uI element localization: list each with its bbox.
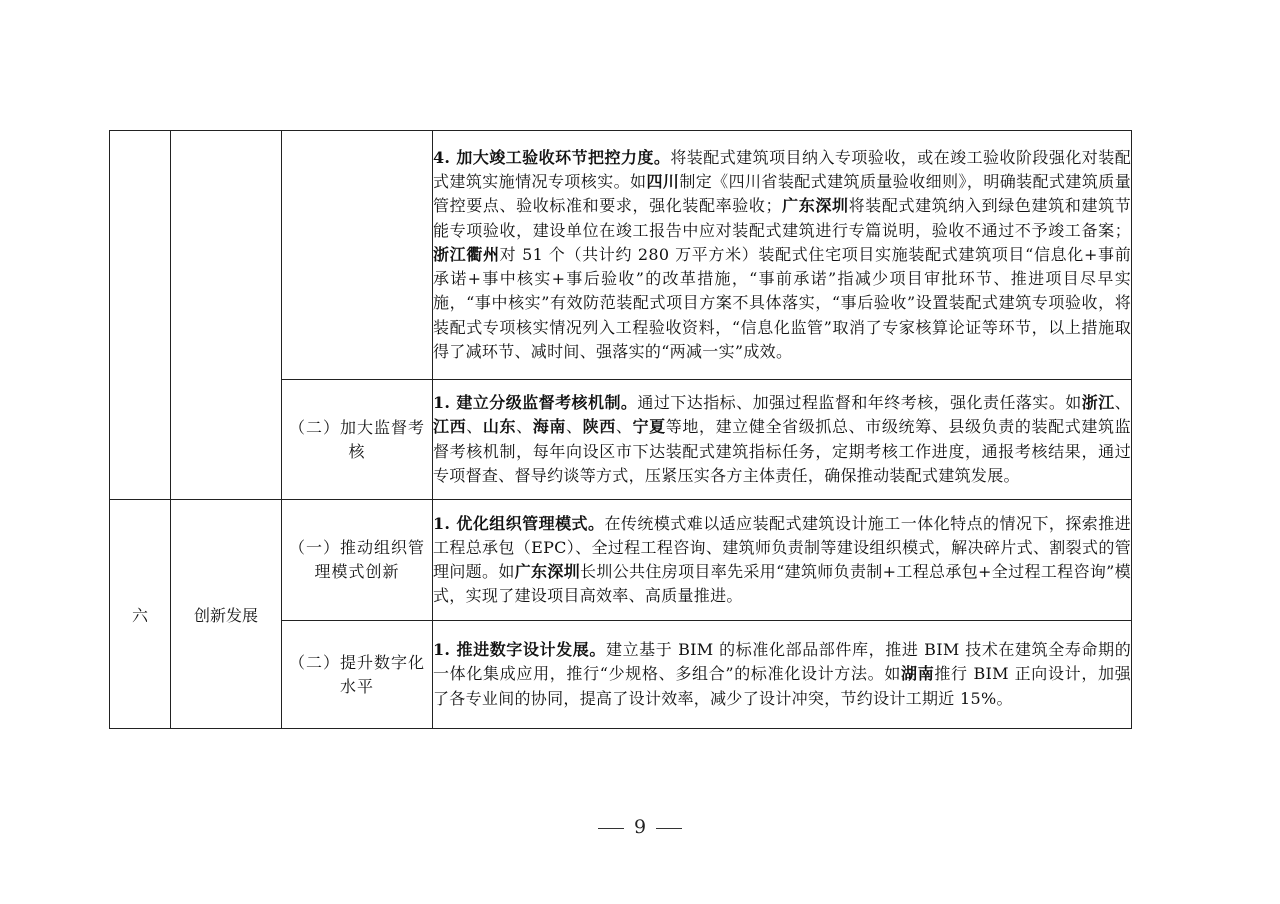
highlight-place-name: 陕西 [582,417,616,437]
body-text: 对 51 个（共计约 280 万平方米）装配式住宅项目实施装配式建筑项目“信息化+事前承诺+事中核实+事后验收”的改革措施，“事前承诺”指减少项目审批环节、推进项目尽早实施，“事中核实”有效防范装配式项目方案不具体落实，“事后验收”设置装配式建筑专项验收，将装配式专项核实情况列入工程验收资料，“信息化监管”取消了专家核算论证等环节，以上措施取得了减环节、减时间、强落实的“两减一实”成效。 [433,244,1131,361]
body-text: 、 [466,417,483,437]
table-row [110,131,1132,380]
page-number-dash-left [598,828,624,829]
body-text: 、 [566,417,583,437]
item-title: 1. 建立分级监督考核机制。 [433,393,638,413]
category-cell: 创新发展 [171,500,282,729]
content-cell [433,131,1132,380]
page-number-text: 9 [633,816,647,838]
body-text: 建立基于 BIM 的标准化部品部件库，推进 BIM 技术在建筑全寿命期的一体化集成应用，推行“少规格、多组合”的标准化设计方法。如 [433,640,1131,684]
item-title: 4. 加大竣工验收环节把控力度。 [433,148,671,168]
highlight-place-name: 广东深圳 [514,562,581,581]
subcategory-cell [282,131,433,380]
content-cell [433,380,1132,500]
row-number-cell: 六 [110,500,171,729]
page-number [0,816,1280,838]
body-text: 将装配式建筑项目纳入专项验收，或在竣工验收阶段强化对装配式建筑实施情况专项核实。如 [433,148,1132,192]
highlight-place-name: 海南 [532,417,566,437]
body-text: 通过下达指标、加强过程监督和年终考核，强化责任落实。如 [637,393,1082,413]
body-text: 、 [1114,393,1131,413]
page-number-dash-right [656,828,682,829]
body-text: 等地，建立健全省级抓总、市级统筹、县级负责的装配式建筑监督考核机制，每年向设区市下达装配式建筑指标任务，定期考核工作进度，通报考核结果，通过专项督查、督导约谈等方式，压紧压实各方主体责任，确保推动装配式建筑发展。 [433,417,1131,485]
highlight-place-name: 广东深圳 [781,196,849,216]
body-text: 长圳公共住房项目率先采用“建筑师负责制+工程总承包+全过程工程咨询”模式，实现了建设项目高效率、高质量推进。 [433,562,1131,606]
subcategory-cell: （一）推动组织管理模式创新 [282,500,433,621]
highlight-place-name: 湖南 [901,664,935,684]
highlight-place-name: 四川 [646,172,680,192]
item-body [433,148,1131,361]
policy-table [109,130,1132,729]
body-text: 将装配式建筑纳入到绿色建筑和建筑节能专项验收，建设单位在竣工报告中应对装配式建筑进行专篇说明，验收不通过不予竣工备案； [433,196,1131,240]
body-text: 在传统模式难以适应装配式建筑设计施工一体化特点的情况下，探索推进工程总承包（EPC）、全过程工程咨询、建筑师负责制等建设组织模式，解决碎片式、割裂式的管理问题。如 [433,513,1131,581]
content-cell [433,621,1132,729]
category-cell [171,131,282,500]
body-text: 、 [615,417,633,437]
highlight-place-name: 山东 [482,417,517,437]
content-cell [433,500,1132,621]
highlight-place-name: 宁夏 [632,417,666,437]
highlight-place-name: 浙江衢州 [433,244,500,264]
body-text: 、 [516,417,533,437]
item-title: 1. 优化组织管理模式。 [433,513,605,533]
subcategory-cell: （二）提升数字化水平 [282,621,433,729]
highlight-place-name: 江西 [433,417,467,437]
row-number-cell [110,131,171,500]
highlight-place-name: 浙江 [1081,393,1115,413]
body-text: 推行 BIM 正向设计，加强了各专业间的协同，提高了设计效率，减少了设计冲突，节约设计工期近 15%。 [433,664,1131,708]
table-row [110,500,1132,621]
subcategory-cell: （二）加大监督考核 [282,380,433,500]
item-title: 1. 推进数字设计发展。 [433,640,606,660]
body-text: 制定《四川省装配式建筑质量验收细则》，明确装配式建筑质量管控要点、验收标准和要求，强化装配率验收； [433,172,1131,216]
